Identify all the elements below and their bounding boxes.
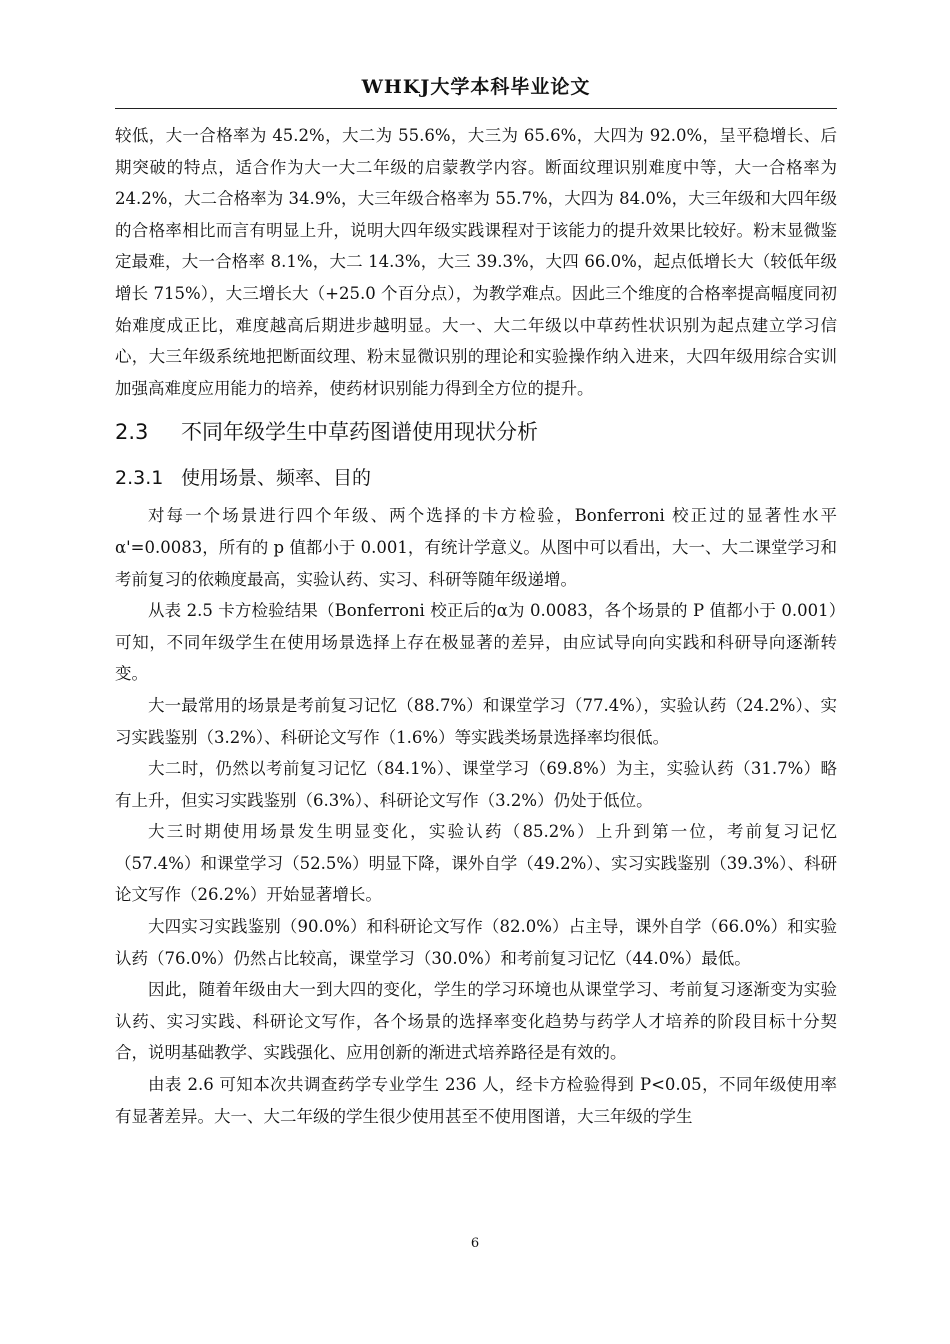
section-title: 不同年级学生中草药图谱使用现状分析 (181, 420, 538, 445)
paragraph: 对每一个场景进行四个年级、两个选择的卡方检验，Bonferroni 校正过的显著性水平α'=0.0083，所有的 p 值都小于 0.001，有统计学意义。从图中可以看出，大一、大二课堂学习和考前复习的依赖度最高，实验认药、实习、科研等随年级递增。 (115, 506, 837, 589)
paragraph: 大三时期使用场景发生明显变化，实验认药（85.2%）上升到第一位，考前复习记忆（57.4%）和课堂学习（52.5%）明显下降，课外自学（49.2%）、实习实践鉴别（39.3%）、科研论文写作（26.2%）开始显著增长。 (115, 822, 837, 905)
page-header: WHKJ大学本科毕业论文 (361, 76, 591, 98)
paragraph: 从表 2.5 卡方检验结果（Bonferroni 校正后的α为 0.0083，各个场景的 P 值都小于 0.001）可知，不同年级学生在使用场景选择上存在极显著的差异，由应试导向向实践和科研导向逐渐转变。 (115, 601, 837, 684)
page-number: 6 (470, 1236, 480, 1251)
paragraph: 大四实习实践鉴别（90.0%）和科研论文写作（82.0%）占主导，课外自学（66.0%）和实验认药（76.0%）仍然占比较高，课堂学习（30.0%）和考前复习记忆（44.0%）最低。 (115, 917, 837, 968)
paragraph: 由表 2.6 可知本次共调查药学专业学生 236 人，经卡方检验得到 P<0.05，不同年级使用率有显著差异。大一、大二年级的学生很少使用甚至不使用图谱，大三年级的学生 (115, 1075, 837, 1126)
section-heading-2-3 (115, 410, 837, 454)
main-content (115, 120, 837, 1132)
section-heading-2-3-1 (115, 458, 837, 498)
paragraph: 较低，大一合格率为 45.2%，大二为 55.6%，大三为 65.6%，大四为 92.0%，呈平稳增长、后期突破的特点，适合作为大一大二年级的启蒙教学内容。断面纹理识别难度中等，大一合格率为 24.2%，大二合格率为 34.9%，大三年级合格率为 55.7%，大四为 84.0%，大三年级和大四年级的合格率相比而言有明显上升，说明大四年级实践课程对于该能力的提升效果比较好。粉末显微鉴定最难，大一合格率 8.1%，大二 14.3%，大三 39.3%，大四 66.0%，起点低增长大（较低年级增长 715%），大三增长大（+25.0 个百分点），为教学难点。因此三个维度的合格率提高幅度同初始难度成正比，难度越高后期进步越明显。大一、大二年级以中草药性状识别为起点建立学习信心，大三年级系统地把断面纹理、粉末显微识别的理论和实验操作纳入进来，大四年级用综合实训加强高难度应用能力的培养，使药材识别能力得到全方位的提升。 (115, 126, 837, 398)
section-title: 使用场景、频率、目的 (181, 467, 372, 490)
section-number: 2.3 (115, 420, 149, 445)
paragraph: 大一最常用的场景是考前复习记忆（88.7%）和课堂学习（77.4%），实验认药（24.2%）、实习实践鉴别（3.2%）、科研论文写作（1.6%）等实践类场景选择率均很低。 (115, 695, 837, 747)
paragraph: 大二时，仍然以考前复习记忆（84.1%）、课堂学习（69.8%）为主，实验认药（31.7%）略有上升，但实习实践鉴别（6.3%）、科研论文写作（3.2%）仍处于低位。 (115, 759, 837, 810)
header-divider (115, 108, 837, 109)
section-number: 2.3.1 (115, 467, 164, 490)
paragraph: 因此，随着年级由大一到大四的变化，学生的学习环境也从课堂学习、考前复习逐渐变为实验认药、实习实践、科研论文写作，各个场景的选择率变化趋势与药学人才培养的阶段目标十分契合，说明基础教学、实践强化、应用创新的渐进式培养路径是有效的。 (115, 980, 837, 1063)
